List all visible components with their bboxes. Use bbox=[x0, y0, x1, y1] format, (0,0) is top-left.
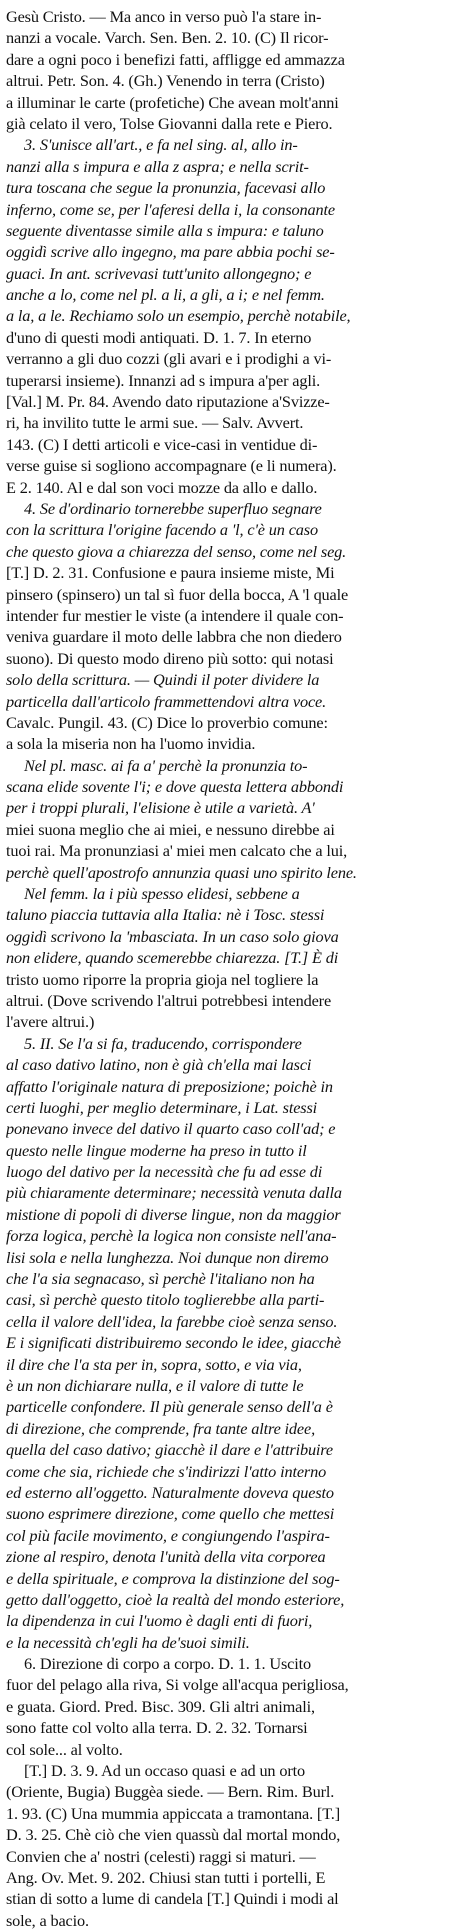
text-line: taluno piaccia tuttavia alla Italia: nè i Tosc. stessi bbox=[6, 905, 325, 925]
text-line: per i troppi plurali, l'elisione è utile a varietà. A' bbox=[6, 798, 315, 818]
text-line: lisi sola e nella lunghezza. Noi dunque non diremo bbox=[6, 1247, 329, 1267]
text-line: (Oriente, Bugia) Buggèa siede. — Bern. Rim. Burl. bbox=[6, 1782, 335, 1802]
text-line: 143. (C) I detti articoli e vice-casi in ventidue di- bbox=[6, 434, 318, 454]
text-line: col sole... al volto. bbox=[6, 1739, 123, 1759]
text-line: non elidere, quando scemerebbe chiarezza. [T.] È di bbox=[6, 948, 339, 968]
text-line: come che sia, richiede che s'indirizzi l'atto interno bbox=[6, 1461, 327, 1481]
text-line: tristo uomo riporre la propria gioja nel togliere la bbox=[6, 969, 319, 989]
text-line: anche a lo, come nel pl. a li, a gli, a i; e nel femm. bbox=[6, 285, 325, 305]
text-line: dare a ogni poco i benefizi fatti, affligge ed ammazza bbox=[6, 49, 345, 69]
text-line: particella dall'articolo frammettendovi altra voce. bbox=[6, 691, 327, 711]
text-line: pinsero (spinsero) un tal sì fuor della bocca, A 'l quale bbox=[6, 584, 349, 604]
text-line: suono esprimere direzione, come quello che mettesi bbox=[6, 1504, 335, 1524]
text-line: altrui. Petr. Son. 4. (Gh.) Venendo in terra (Cristo) bbox=[6, 71, 325, 91]
text-line: [T.] D. 2. 31. Confusione e paura insieme miste, Mi bbox=[6, 563, 335, 583]
text-line: Gesù Cristo. — Ma anco in verso può l'a stare in- bbox=[6, 7, 322, 26]
text-line: getto dall'oggetto, cioè la realtà del mondo esteriore, bbox=[6, 1589, 345, 1609]
text-line: solo della scrittura. — Quindi il poter dividere la bbox=[6, 670, 320, 690]
text-line: a sola la miseria non ha l'uomo invidia. bbox=[6, 734, 256, 754]
text-line: 1. 93. (C) Una mummia appiccata a tramontana. [T.] bbox=[6, 1803, 340, 1823]
text-line: nanzi a vocale. Varch. Sen. Ben. 2. 10. (C) Il ricor- bbox=[6, 28, 329, 48]
text-line: fuor del pelago alla riva, Si volge all'acqua perigliosa, bbox=[6, 1675, 349, 1695]
text-line: D. 3. 25. Chè ciò che vien quassù dal mortal mondo, bbox=[6, 1825, 341, 1845]
text-line: guaci. In ant. scrivevasi tutt'unito allongegno; e bbox=[6, 263, 312, 283]
text-line: d'uno di questi modi antiquati. D. 1. 7. In eterno bbox=[6, 327, 312, 347]
text-line: cella il valore dell'idea, la farebbe cioè senza senso. bbox=[6, 1311, 338, 1331]
text-line: e la necessità ch'egli ha de'suoi simili. bbox=[6, 1632, 250, 1652]
text-line: certi luoghi, per meglio determinare, i Lat. stessi bbox=[6, 1097, 318, 1117]
text-column bbox=[6, 6, 467, 1931]
text-line: già celato il vero, Tolse Giovanni dalla rete e Piero. bbox=[6, 113, 333, 133]
text-line: questo nelle lingue moderne ha preso in tutto il bbox=[6, 1140, 307, 1160]
text-line: oggidì scrivono la 'mbasciata. In un caso solo giova bbox=[6, 926, 339, 946]
text-line: col più facile movimento, e congiungendo l'aspira- bbox=[6, 1525, 330, 1545]
text-line: Nel femm. la i più spesso elidesi, sebbene a bbox=[24, 884, 300, 904]
text-line: ponevano invece del dativo il quarto caso coll'ad; e bbox=[6, 1119, 336, 1139]
text-line: ri, ha invilito tutte le armi sue. — Salv. Avvert. bbox=[6, 413, 304, 433]
text-line: zione al respiro, denota l'unità della vita corporea bbox=[6, 1547, 326, 1567]
text-line: 3. S'unisce all'art., e fa nel sing. al, allo in- bbox=[24, 135, 298, 155]
text-line: ed esterno all'oggetto. Naturalmente doveva questo bbox=[6, 1482, 334, 1502]
text-line: E i significati distribuiremo secondo le idee, giacchè bbox=[6, 1333, 341, 1353]
text-line: il dire che l'a sta per in, sopra, sotto, e via via, bbox=[6, 1354, 302, 1374]
text-line: Ang. Ov. Met. 9. 202. Chiusi stan tutti i portelli, E bbox=[6, 1867, 326, 1887]
text-line: particelle confondere. Il più generale senso dell'a è bbox=[6, 1397, 333, 1417]
text-line: E 2. 140. Al e dal son voci mozze da allo e dallo. bbox=[6, 477, 318, 497]
text-line: luogo del dativo per la necessità che fu ad esse di bbox=[6, 1162, 323, 1182]
text-line: scana elide sovente l'i; e dove questa lettera abbondi bbox=[6, 777, 344, 797]
text-line: 6. Direzione di corpo a corpo. D. 1. 1. Uscito bbox=[24, 1654, 311, 1674]
text-line: suono). Di questo modo direno più sotto: qui notasi bbox=[6, 648, 334, 668]
text-line: veniva guardare il moto delle labbra che non diedero bbox=[6, 627, 342, 647]
text-line: sono fatte col volto alla terra. D. 2. 32. Tornarsi bbox=[6, 1718, 308, 1738]
text-line: che questo giova a chiarezza del senso, come nel seg. bbox=[6, 541, 347, 561]
text-line: la dipendenza in cui l'uomo è dagli enti di fuori, bbox=[6, 1611, 313, 1631]
text-line: tura toscana che segue la pronunzia, facevasi allo bbox=[6, 178, 326, 198]
text-line: seguente diventasse simile alla s impura: e taluno bbox=[6, 220, 324, 240]
text-line: intender fur mestier le viste (a intendere il quale con- bbox=[6, 605, 344, 625]
text-line: più chiaramente determinare; necessità venuta dalla bbox=[6, 1183, 342, 1203]
text-line: a illuminar le carte (profetiche) Che avean molt'anni bbox=[6, 92, 339, 112]
text-line: al caso dativo latino, non è già ch'ella mai lasci bbox=[6, 1055, 312, 1075]
text-line: e della spirituale, e comprova la distinzione del sog- bbox=[6, 1568, 340, 1588]
text-line: 4. Se d'ordinario tornerebbe superfluo segnare bbox=[24, 498, 322, 518]
text-line: e guata. Giord. Pred. Bisc. 309. Gli altri animali, bbox=[6, 1696, 315, 1716]
text-line: nanzi alla s impura e alla z aspra; e nella scrit- bbox=[6, 156, 309, 176]
text-line: Nel pl. masc. ai fa a' perchè la pronunzia to- bbox=[24, 755, 308, 775]
text-line: che l'a sia segnacaso, sì perchè l'italiano non ha bbox=[6, 1269, 315, 1289]
text-line: è un non dichiarare nulla, e il valore di tutte le bbox=[6, 1376, 304, 1395]
text-line: quella del caso dativo; giacchè il dare e l'attribuire bbox=[6, 1440, 333, 1460]
text-line: mistione di popoli di diverse lingue, non da maggior bbox=[6, 1204, 341, 1224]
text-line: tuperarsi insieme). Innanzi ad s impura a'per agli. bbox=[6, 370, 321, 390]
text-line: con la scrittura l'origine facendo a 'l, c'è un caso bbox=[6, 520, 318, 540]
text-line: stian di sotto a lume di candela [T.] Quindi i modi al bbox=[6, 1889, 339, 1909]
text-line: miei suona meglio che ai miei, e nessuno direbbe ai bbox=[6, 819, 335, 839]
text-line: perchè quell'apostrofo annunzia quasi uno spirito lene. bbox=[6, 862, 357, 882]
text-line: affatto l'originale natura di preposizione; poichè in bbox=[6, 1076, 333, 1096]
text-line: l'avere altrui.) bbox=[6, 1012, 95, 1032]
text-line: [T.] D. 3. 9. Ad un occaso quasi e ad un orto bbox=[24, 1761, 305, 1781]
text-line: sole, a bacio. bbox=[6, 1910, 89, 1930]
text-line: Convien che a' nostri (celesti) raggi si maturi. — bbox=[6, 1846, 316, 1866]
text-line: [Val.] M. Pr. 84. Avendo dato riputazione a'Svizze- bbox=[6, 392, 330, 412]
text-line: a la, a le. Rechiamo solo un esempio, perchè notabile, bbox=[6, 306, 351, 326]
text-line: oggidì scrive allo ingegno, ma pare abbia pochi se- bbox=[6, 242, 335, 262]
text-line: di direzione, che comprende, fra tante altre idee, bbox=[6, 1418, 315, 1438]
text-line: Cavalc. Pungil. 43. (C) Dice lo proverbio comune: bbox=[6, 712, 328, 732]
text-line: verse guise si sogliono accompagnare (e li numera). bbox=[6, 456, 337, 476]
text-line: tuoi rai. Ma pronunziasi a' miei men calcato che a lui, bbox=[6, 841, 347, 861]
text-line: casi, sì perchè questo titolo toglierebbe alla parti- bbox=[6, 1290, 325, 1310]
text-line: inferno, come se, per l'aferesi della i, la consonante bbox=[6, 199, 335, 219]
text-line: 5. II. Se l'a si fa, traducendo, corrispondere bbox=[24, 1033, 302, 1053]
text-line: verranno a gli duo cozzi (gli avari e i prodighi a vi- bbox=[6, 349, 332, 369]
text-line: forza logica, perchè la logica non consiste nell'ana- bbox=[6, 1226, 337, 1246]
text-line: altrui. (Dove scrivendo l'altrui potrebbesi intendere bbox=[6, 990, 332, 1010]
